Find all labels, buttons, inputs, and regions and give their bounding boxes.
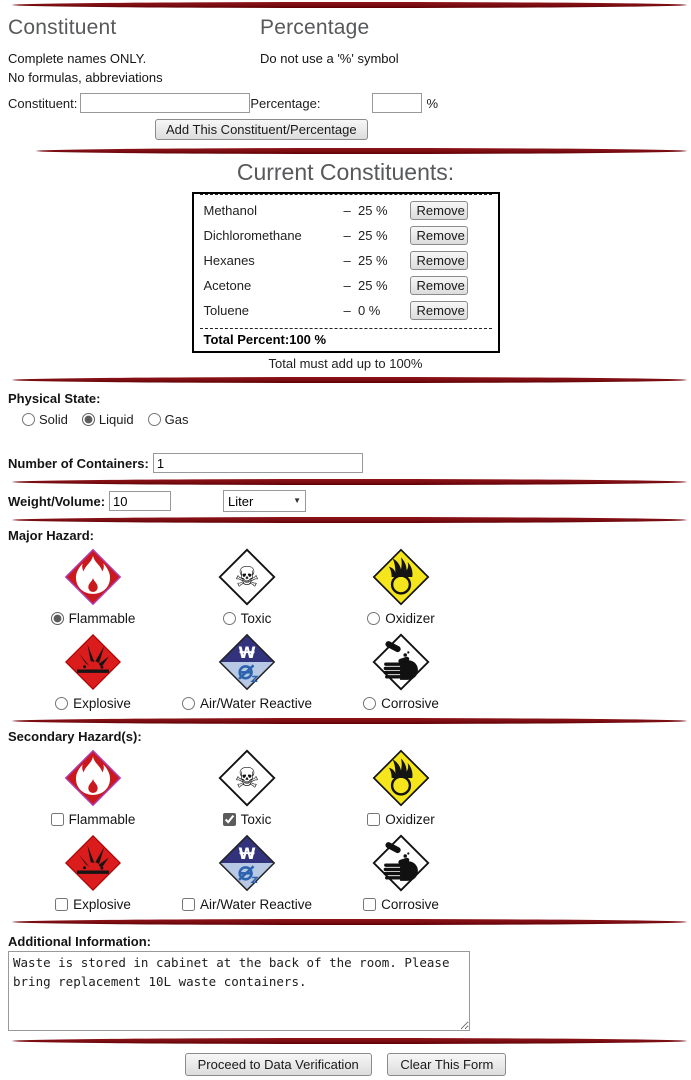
- major-toxic-choice[interactable]: [223, 609, 272, 627]
- constituent-heading: Constituent: [8, 16, 117, 39]
- major-hazard-label: Major Hazard:: [8, 528, 94, 543]
- secondary-hazard-option-explosive: [16, 833, 170, 913]
- constituent-percent: 0 %: [357, 303, 381, 318]
- percentage-field-label: Percentage:: [250, 95, 321, 111]
- air-water-reactive-icon: [217, 833, 277, 893]
- constituent-row: [200, 298, 492, 323]
- constituent-entry-section: [0, 10, 691, 146]
- constituent-note-1: Complete names ONLY.: [8, 51, 147, 66]
- corrosive-icon: [371, 833, 431, 893]
- remove-button[interactable]: Remove: [410, 251, 468, 270]
- divider: [12, 919, 687, 925]
- major-oxidizer-choice[interactable]: [367, 609, 435, 627]
- percentage-heading: Percentage: [260, 16, 370, 39]
- secondary-explosive-choice[interactable]: [55, 895, 131, 913]
- constituent-percent: 25 %: [357, 203, 388, 218]
- flammable-icon: [63, 547, 123, 607]
- major-oxidizer-radio[interactable]: [367, 612, 380, 625]
- secondary-toxic-checkbox[interactable]: [223, 813, 236, 826]
- hazard-label: Oxidizer: [385, 610, 435, 626]
- air-water-reactive-icon: [217, 632, 277, 692]
- secondary-corrosive-checkbox[interactable]: [363, 898, 376, 911]
- hazard-label: Air/Water Reactive: [199, 695, 313, 711]
- explosive-icon: [63, 833, 123, 893]
- unit-select[interactable]: [223, 490, 306, 512]
- footer-buttons: [0, 1053, 691, 1076]
- hazard-label: Explosive: [73, 695, 131, 711]
- dash: –: [343, 228, 351, 243]
- secondary-hazard-option-air-water-reactive: [170, 833, 324, 913]
- physical-state-option-gas[interactable]: [148, 412, 189, 427]
- major-corrosive-radio[interactable]: [363, 697, 376, 710]
- constituent-name: Hexanes: [203, 253, 255, 268]
- hazard-label: Corrosive: [381, 695, 439, 711]
- remove-button[interactable]: Remove: [410, 276, 468, 295]
- secondary-flammable-checkbox[interactable]: [51, 813, 64, 826]
- radio-label: Solid: [39, 412, 68, 427]
- dash: –: [343, 303, 351, 318]
- remove-button[interactable]: Remove: [410, 201, 468, 220]
- oxidizer-icon: [371, 748, 431, 808]
- radio-label: Liquid: [98, 412, 134, 427]
- toxic-icon: [217, 748, 277, 808]
- major-explosive-radio[interactable]: [55, 697, 68, 710]
- major-hazard-option-air-water-reactive: [170, 632, 324, 712]
- secondary-explosive-checkbox[interactable]: [55, 898, 68, 911]
- liquid-radio[interactable]: [82, 413, 95, 426]
- toxic-icon: [217, 547, 277, 607]
- major-air-water-reactive-choice[interactable]: [182, 694, 312, 712]
- dash: –: [343, 203, 351, 218]
- secondary-hazard-option-corrosive: [324, 833, 478, 913]
- solid-radio[interactable]: [22, 413, 35, 426]
- hazard-label: Air/Water Reactive: [199, 896, 313, 912]
- major-hazard-grid: [16, 547, 691, 712]
- dash: –: [343, 253, 351, 268]
- secondary-toxic-choice[interactable]: [223, 810, 272, 828]
- divider: [12, 377, 687, 383]
- major-hazard-option-toxic: [170, 547, 324, 627]
- secondary-hazard-option-flammable: [16, 748, 170, 828]
- hazard-label: Toxic: [240, 610, 272, 626]
- constituent-percent: 25 %: [357, 228, 388, 243]
- additional-info-label: Additional Information:: [8, 934, 151, 949]
- secondary-hazard-label: Secondary Hazard(s):: [8, 729, 142, 744]
- constituent-row: [200, 248, 492, 273]
- secondary-hazard-grid: [16, 748, 691, 913]
- additional-info-textarea[interactable]: [8, 951, 470, 1031]
- dash: –: [343, 278, 351, 293]
- major-corrosive-choice[interactable]: [363, 694, 439, 712]
- secondary-oxidizer-choice[interactable]: [367, 810, 435, 828]
- major-flammable-choice[interactable]: [51, 609, 136, 627]
- constituent-row: [200, 273, 492, 298]
- constituent-row: [200, 198, 492, 223]
- constituent-name: Acetone: [203, 278, 252, 293]
- major-hazard-option-flammable: [16, 547, 170, 627]
- radio-label: Gas: [164, 412, 189, 427]
- major-hazard-option-explosive: [16, 632, 170, 712]
- flammable-icon: [63, 748, 123, 808]
- constituent-field-label: Constituent:: [8, 95, 78, 111]
- constituent-percent: 25 %: [357, 253, 388, 268]
- divider: [12, 718, 687, 724]
- percentage-note: Do not use a '%' symbol: [260, 51, 399, 66]
- current-constituents-section: [0, 159, 691, 372]
- corrosive-icon: [371, 632, 431, 692]
- weight-volume-input[interactable]: [109, 491, 171, 511]
- divider: [12, 1038, 687, 1044]
- constituent-name: Dichloromethane: [203, 228, 302, 243]
- explosive-icon: [63, 632, 123, 692]
- total-percent-row: Total Percent:100 %: [203, 332, 327, 347]
- constituent-name: Toluene: [203, 303, 250, 318]
- constituent-percent: 25 %: [357, 278, 388, 293]
- total-note: Total must add up to 100%: [268, 356, 423, 371]
- weight-volume-label: Weight/Volume:: [8, 493, 106, 509]
- divider: [12, 517, 687, 523]
- physical-state-label: Physical State:: [8, 391, 101, 406]
- percent-suffix: %: [426, 95, 439, 111]
- hazard-label: Corrosive: [381, 896, 439, 912]
- constituent-row: [200, 223, 492, 248]
- divider: [36, 148, 687, 154]
- remove-button[interactable]: Remove: [410, 226, 468, 245]
- secondary-flammable-choice[interactable]: [51, 810, 136, 828]
- proceed-button[interactable]: Proceed to Data Verification: [185, 1053, 372, 1076]
- physical-state-option-liquid[interactable]: [82, 412, 134, 427]
- secondary-hazard-option-oxidizer: [324, 748, 478, 828]
- major-hazard-option-oxidizer: [324, 547, 478, 627]
- gas-radio[interactable]: [148, 413, 161, 426]
- constituents-box: [192, 192, 500, 353]
- current-constituents-heading: Current Constituents:: [236, 159, 455, 185]
- hazard-label: Explosive: [73, 896, 131, 912]
- clear-form-button[interactable]: Clear This Form: [387, 1053, 506, 1076]
- secondary-hazard-option-toxic: [170, 748, 324, 828]
- hazard-label: Toxic: [240, 811, 272, 827]
- physical-state-options: [22, 412, 691, 427]
- secondary-air-water-reactive-checkbox[interactable]: [182, 898, 195, 911]
- secondary-oxidizer-checkbox[interactable]: [367, 813, 380, 826]
- major-flammable-radio[interactable]: [51, 612, 64, 625]
- remove-button[interactable]: Remove: [410, 301, 468, 320]
- containers-label: Number of Containers:: [8, 455, 149, 471]
- constituent-name: Methanol: [203, 203, 257, 218]
- divider: [12, 2, 687, 8]
- constituent-note-2: No formulas, abbreviations: [8, 70, 163, 85]
- hazard-label: Flammable: [68, 610, 136, 626]
- physical-state-option-solid[interactable]: [22, 412, 68, 427]
- divider: [12, 479, 687, 485]
- containers-input[interactable]: [153, 453, 363, 473]
- major-toxic-radio[interactable]: [223, 612, 236, 625]
- percentage-input[interactable]: [372, 93, 422, 113]
- secondary-air-water-reactive-choice[interactable]: [182, 895, 312, 913]
- oxidizer-icon: [371, 547, 431, 607]
- major-explosive-choice[interactable]: [55, 694, 131, 712]
- dropdown-arrow-icon: ▼: [293, 496, 302, 505]
- hazard-label: Flammable: [68, 811, 136, 827]
- major-hazard-option-corrosive: [324, 632, 478, 712]
- secondary-corrosive-choice[interactable]: [363, 895, 439, 913]
- constituent-input[interactable]: [80, 93, 250, 113]
- hazard-label: Oxidizer: [385, 811, 435, 827]
- add-constituent-button[interactable]: Add This Constituent/Percentage: [155, 119, 368, 140]
- major-air-water-reactive-radio[interactable]: [182, 697, 195, 710]
